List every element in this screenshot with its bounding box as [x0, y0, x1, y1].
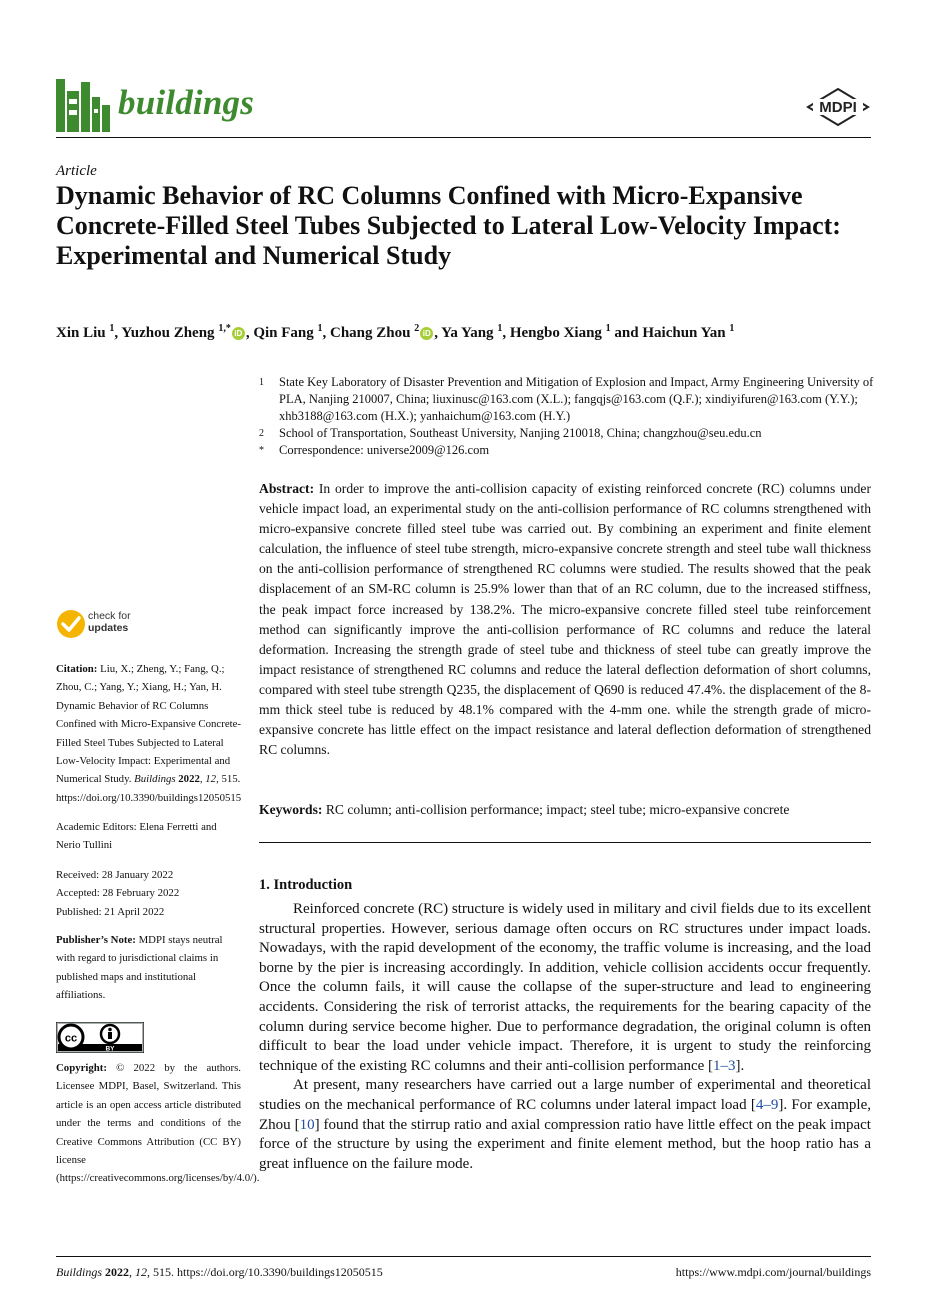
author-affil-mark: 1: [605, 323, 611, 334]
publisher-note-text: MDPI stays neutral with regard to jurisdictional claims in published maps and institutional affiliations.: [56, 934, 223, 1002]
intro-paragraph-1: [259, 900, 871, 1076]
journal-name: buildings: [118, 83, 255, 122]
introduction-heading: 1. Introduction: [259, 877, 353, 893]
keywords-text: RC column; anti-collision performance; impact; steel tube; micro-expansive concrete: [325, 802, 790, 817]
dates-block: [56, 866, 241, 921]
copyright-text: © 2022 by the authors. Licensee MDPI, Basel, Switzerland. This article is an open access article distributed under the terms and conditions of the Creative Commons Attribution (CC BY) license (https://creativecommons.org/licenses/by/4.0/).: [56, 1062, 260, 1185]
check-for-updates-icon[interactable]: [56, 609, 86, 639]
footer-divider: [56, 1256, 871, 1257]
author-affil-mark: 1: [317, 323, 323, 334]
intro-paragraph-2: [259, 1076, 871, 1174]
footer-volume: 12: [135, 1265, 148, 1279]
author-name[interactable]: Chang Zhou: [330, 325, 411, 341]
keywords-label: Keywords:: [259, 802, 323, 817]
keywords: [259, 800, 871, 820]
author-name[interactable]: Yuzhou Zheng: [121, 325, 215, 341]
header-divider: [56, 137, 871, 138]
mdpi-logo-text: MDPI: [819, 99, 857, 116]
author-name[interactable]: Xin Liu: [56, 325, 106, 341]
abstract: [259, 479, 871, 760]
intro-paragraph-2-text-b: ]. For example, Zhou [: [259, 1096, 871, 1133]
author-affil-mark: 1,*: [218, 323, 231, 334]
mdpi-logo: [806, 88, 870, 126]
orcid-icon[interactable]: iD: [420, 327, 433, 340]
citation-label: Citation:: [56, 663, 98, 675]
check-line: check for: [88, 610, 131, 622]
publisher-note: [56, 931, 241, 1005]
affiliation-text: State Key Laboratory of Disaster Prevention and Mitigation of Explosion and Impact, Army Engineering University of PLA, Nanjing 210007, China; liuxinusc@163.com (X.L.); fangqjs@163.com (Q.F.); xindiyifuren@163.com (Y.Y.); xhb3188@163.com (H.X.); yanhaichum@163.com (H.Y.): [279, 375, 874, 423]
section-divider: [259, 842, 871, 843]
check-for-updates-label[interactable]: [88, 610, 131, 634]
footer-journal-url[interactable]: https://www.mdpi.com/journal/buildings: [675, 1265, 871, 1279]
abstract-label: Abstract:: [259, 481, 315, 496]
citation-text: Liu, X.; Zheng, Y.; Fang, Q.; Zhou, C.; Yang, Y.; Xiang, H.; Yan, H. Dynamic Behavior of RC Columns Confined with Micro-Expansive Concrete-Filled Steel Tubes Subjected to Lateral Low-Velocity Impact: Experimental and Numerical Study.: [56, 663, 241, 786]
accepted-date: Accepted: 28 February 2022: [56, 887, 180, 900]
affiliation-text: School of Transportation, Southeast University, Nanjing 210018, China; changzhou@seu.edu.cn: [279, 426, 762, 440]
citation-year: 2022: [178, 773, 200, 786]
author-affil-mark: 2: [414, 323, 420, 334]
publisher-note-label: Publisher’s Note:: [56, 934, 136, 946]
abstract-text: In order to improve the anti-collision capacity of existing reinforced concrete (RC) columns under vehicle impact load, an experimental study on the anti-collision performance of RC columns strengthened with micro-expansive concrete filled steel tube was carried out. By combining an experiment and finite element calculation, the influence of steel tube strength, micro-expansive concrete strength and steel tube wall thickness on the anti-collision performance of strengthened RC columns were studied. The results showed that the peak displacement of an SM-RC column is 25.9% lower than that of an RC column, due to the increased stiffness, the peak impact force increased by 138.2%. The micro-expansive concrete filled steel tube reinforcement method can significantly improve the anti-collision performance of RC columns and reduce the lateral deformation. Increasing the strength grade of steel tube and thickness of steel tube can greatly improve the impact resistance of strengthened RC columns and reduce the lateral deflection deformation of short columns, compared with steel tube strength Q235, the displacement of Q690 is reduced 47.4%. the displacement of the 8-mm thick steel tube is reduced by 48.1% compared with the 4-mm one. while the strength grade of micro-expansive concrete has little effect on the impact resistance and lateral deflection deformation of strengthened RC columns.: [259, 481, 871, 758]
author-affil-mark: 1: [109, 323, 115, 334]
author-name[interactable]: Qin Fang: [253, 325, 314, 341]
copyright-block: [56, 1059, 260, 1188]
received-date: Received: 28 January 2022: [56, 869, 174, 881]
footer-year: 2022: [105, 1265, 130, 1279]
author-name[interactable]: Ya Yang: [441, 325, 494, 341]
updates-line: updates: [88, 622, 129, 634]
affiliation-mark: 1: [259, 377, 264, 388]
intro-paragraph-2-text-a: At present, many researchers have carried out a large number of experimental and theoretical studies on the mechanical performance of RC columns under lateral impact load [: [259, 1077, 871, 1113]
author-affil-mark: 1: [729, 323, 735, 334]
author-name[interactable]: Haichun Yan: [642, 325, 726, 341]
buildings-logo-icon: [56, 79, 110, 132]
affiliation-mark: 2: [259, 428, 264, 439]
reference-link[interactable]: 10: [299, 1116, 315, 1133]
citation-volume: 12: [205, 773, 217, 786]
footer-citation: Buildings 2022, 12, 515. https://doi.org/10.3390/buildings12050515: [56, 1265, 383, 1279]
article-type: Article: [56, 163, 97, 179]
author-name[interactable]: Hengbo Xiang: [509, 325, 602, 341]
intro-paragraph-1-end: ].: [735, 1057, 745, 1074]
orcid-icon[interactable]: iD: [232, 327, 245, 340]
copyright-label: Copyright:: [56, 1062, 107, 1074]
article-title: Dynamic Behavior of RC Columns Confined with Micro-Expansive Concrete-Filled Steel Tubes Subjected to Lateral Low-Velocity Impact: Experimental and Numerical Study: [56, 181, 841, 270]
academic-editors: Academic Editors: Elena Ferretti and Nerio Tullini: [56, 821, 217, 852]
introduction-body: [259, 900, 871, 1174]
footer-journal: Buildings: [56, 1265, 103, 1279]
cc-by-license-icon[interactable]: [56, 1022, 144, 1053]
affiliation-mark: *: [259, 445, 264, 456]
reference-link[interactable]: 1–3: [713, 1057, 736, 1074]
reference-link[interactable]: 4–9: [755, 1096, 779, 1113]
intro-paragraph-2-text-c: ] found that the stirrup ratio and axial compression ratio have little effect on the peak impact force of the structure by using the experiment and finite element method, but the hoop ratio has a great influence on the failure mode.: [259, 1116, 871, 1172]
citation-doi[interactable]: , 515. https://doi.org/10.3390/buildings12050515: [56, 773, 242, 804]
citation-journal: Buildings: [134, 773, 176, 786]
published-date: Published: 21 April 2022: [56, 905, 165, 918]
affiliation-text: Correspondence: universe2009@126.com: [279, 443, 490, 457]
author-affil-mark: 1: [497, 323, 503, 334]
author-list: Xin Liu $^1$, Yuzhou Zheng $^{1,*}$ iD , Qin Fang $^1$, Chang Zhou $^2$ iD , Ya Yang $^1$, Hengbo Xiang $^1$ and Haichun Yan $^1$: [56, 323, 735, 341]
citation-block: Citation: Liu, X.; Zheng, Y.; Fang, Q.; Zhou, C.; Yang, Y.; Xiang, H.; Yan, H. Dynamic Behavior of RC Columns Confined with Micro-Expansive Concrete-Filled Steel Tubes Subjected to Lateral Low-Velocity Impact: Experimental and Numerical Study. Buildings 2022, 12, 515. https://doi.org/10.3390/buildings12050515: [56, 663, 242, 804]
svg-text:cc: cc: [64, 1032, 78, 1045]
intro-paragraph-1-text: Reinforced concrete (RC) structure is widely used in military and civil fields due to its excellent structural properties. However, serious damage often occurs on RC structures under impact loads. Nowadays, with the rapid development of the economy, the traffic volume is increasing, and the load borne by the pier is increasing accordingly. In addition, vehicle collision accidents occur frequently. Once the column fails, it will cause the collapse of the super-structure and lead to engineering accidents. Considering the risk of terrorist attacks, the requirements for the bearing capacity of the column during service become higher. Due to performance degradation, the original column is often difficult to bear the load under vehicle impact. Therefore, it is urgent to study the reinforcing technique of the existing RC columns and their anti-collision performance [: [259, 901, 871, 1074]
footer-doi[interactable]: , 515. https://doi.org/10.3390/buildings12050515: [147, 1265, 383, 1279]
cc-badge-text: BY: [105, 1045, 115, 1053]
